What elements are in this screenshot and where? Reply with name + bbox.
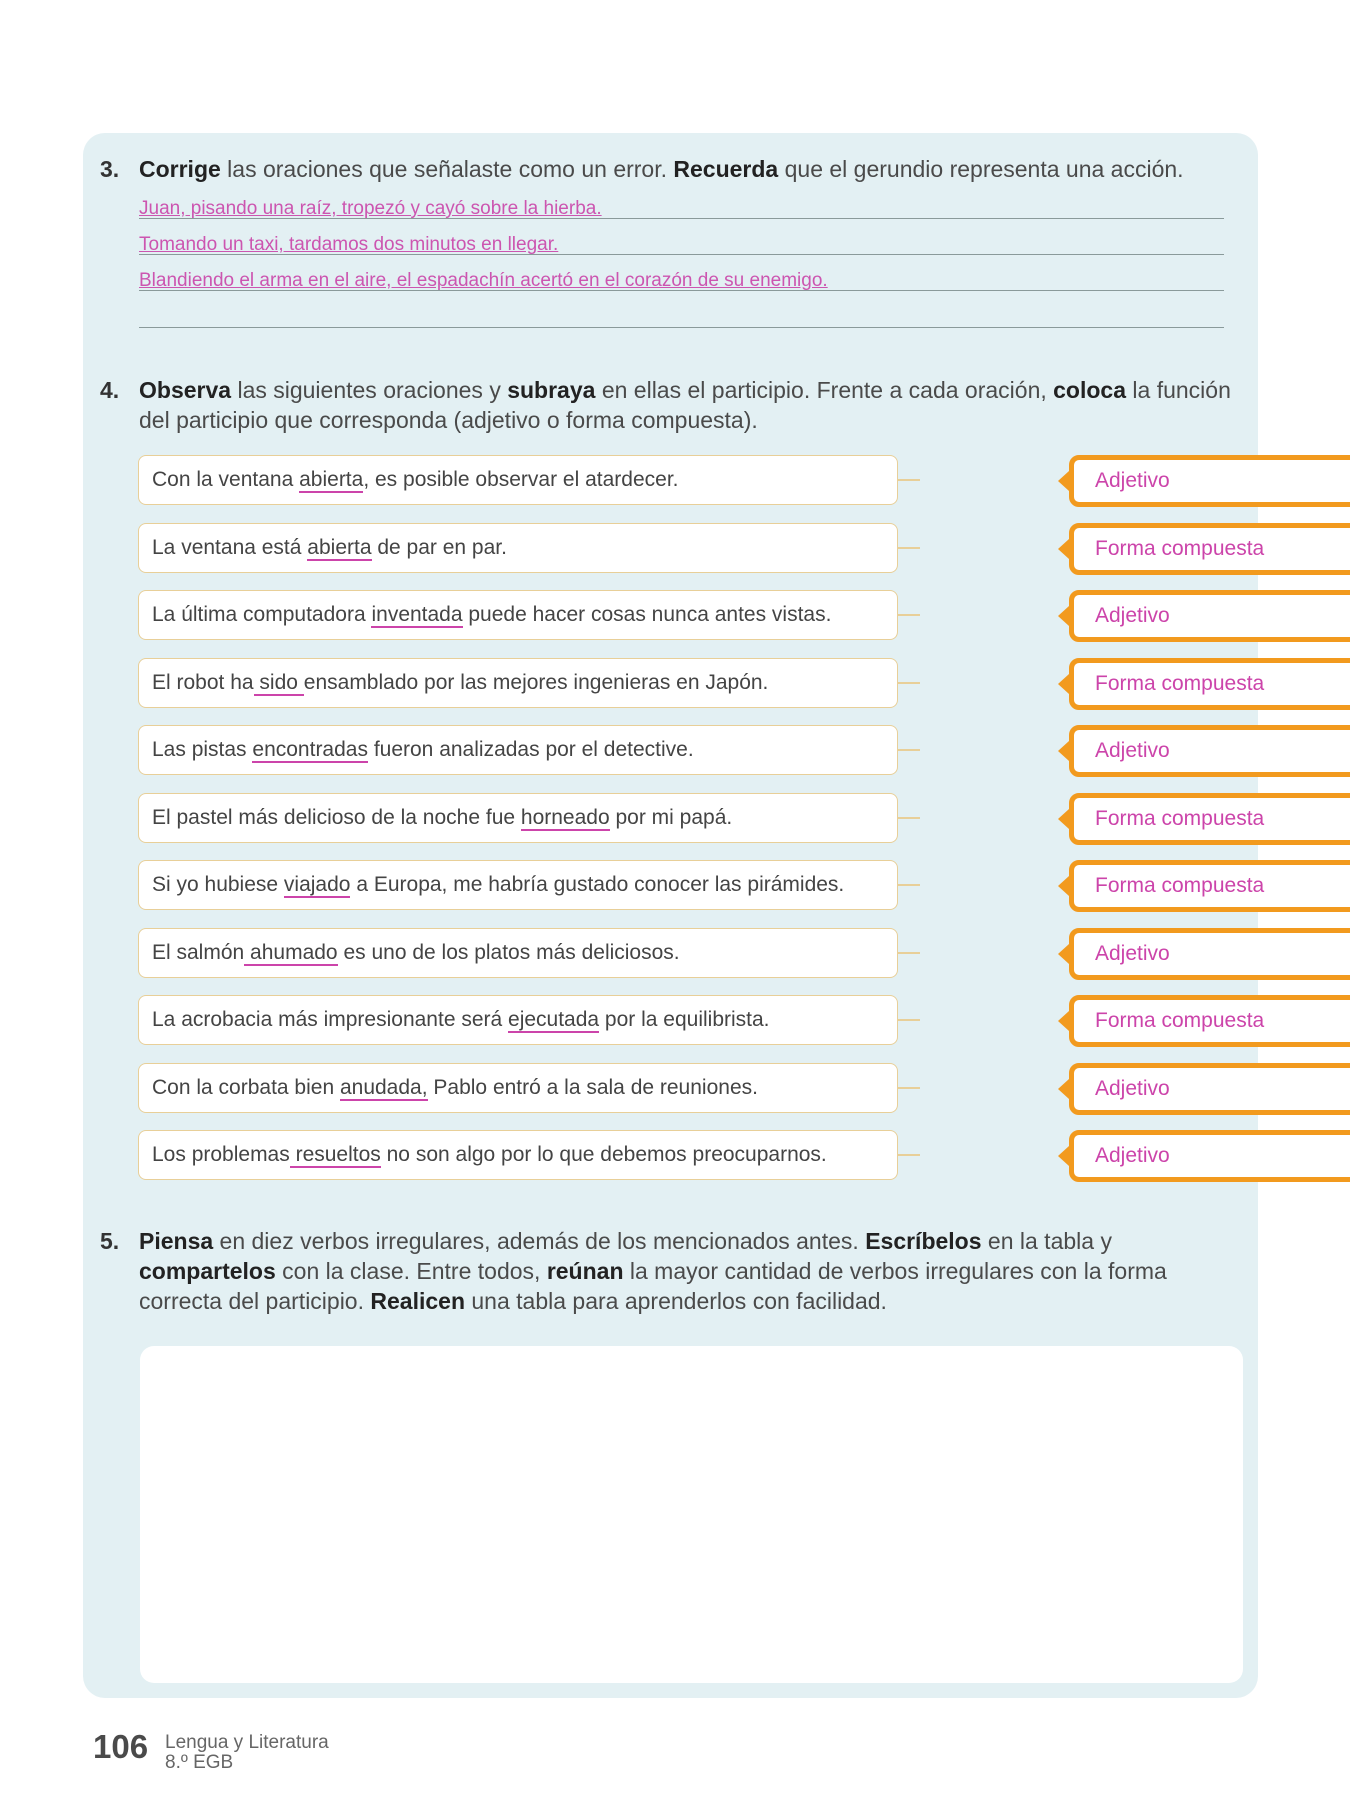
pointer-arrow-icon xyxy=(1058,1146,1069,1166)
connector-line xyxy=(898,1154,920,1156)
participle-underlined[interactable]: resueltos xyxy=(289,1143,381,1166)
sentence-text: no son algo por lo que debemos preocuparnos. xyxy=(380,1143,827,1166)
instruction-keyword: Piensa xyxy=(139,1228,214,1254)
sentence-text: La ventana está xyxy=(152,536,308,559)
function-answer-box[interactable]: Forma compuesta xyxy=(1069,995,1350,1047)
participle-underlined[interactable]: viajado xyxy=(283,873,351,896)
connector-line xyxy=(898,884,920,886)
question-4-number: 4. xyxy=(100,377,120,403)
sentence-row xyxy=(138,455,1238,509)
pointer-arrow-icon xyxy=(1058,539,1069,559)
connector-line xyxy=(898,1019,920,1021)
participle-underlined[interactable]: ejecutada xyxy=(508,1008,600,1031)
sentence-text: El pastel más delicioso de la noche fue xyxy=(152,806,521,829)
function-answer-box[interactable]: Forma compuesta xyxy=(1069,523,1350,575)
sentence-text: , es posible observar el atardecer. xyxy=(363,468,679,491)
sentence-row xyxy=(138,995,1265,1049)
sentence-text: Con la ventana xyxy=(152,468,300,491)
sentence-text: Si yo hubiese xyxy=(152,873,284,896)
instruction-text: en diez verbos irregulares, además de los mencionados antes. xyxy=(213,1228,866,1254)
question-3-text xyxy=(139,154,1245,184)
question-4 xyxy=(100,375,1245,435)
instruction-text: en ellas el participio. Frente a cada oración, xyxy=(595,377,1054,403)
instruction-text: en la tabla y xyxy=(981,1228,1112,1254)
sentence-row xyxy=(138,658,1265,712)
sentence-box xyxy=(138,1130,898,1180)
sentence-text: Pablo entró a la sala de reuniones. xyxy=(427,1076,758,1099)
answer-line-1-text: Juan, pisando una raíz, tropezó y cayó sobre la hierba. xyxy=(139,198,602,219)
instruction-keyword: coloca xyxy=(1053,377,1127,403)
instruction-text: la función del participio que corresponda (adjetivo o forma compuesta). xyxy=(139,377,1231,433)
connector-line xyxy=(898,952,920,954)
pointer-arrow-icon xyxy=(1058,876,1069,896)
pointer-arrow-icon xyxy=(1058,674,1069,694)
question-5-number: 5. xyxy=(100,1228,120,1254)
footer-label xyxy=(165,1733,329,1773)
connector-line xyxy=(898,614,920,616)
sentence-text: Las pistas xyxy=(152,738,253,761)
sentence-text: Con la corbata bien xyxy=(152,1076,340,1099)
sentence-text: ensamblado por las mejores ingenieras en Japón. xyxy=(303,671,769,694)
question-3 xyxy=(100,154,1245,184)
pointer-arrow-icon xyxy=(1058,741,1069,761)
sentence-text: La última computadora xyxy=(152,603,372,626)
sentence-text: por mi papá. xyxy=(609,806,733,829)
function-answer-box[interactable]: Adjetivo xyxy=(1069,1063,1350,1115)
sentence-text: puede hacer cosas nunca antes vistas. xyxy=(462,603,832,626)
function-answer-box[interactable]: Forma compuesta xyxy=(1069,793,1350,845)
answer-line-2-text: Tomando un taxi, tardamos dos minutos en llegar. xyxy=(139,234,559,255)
subject-name: Lengua y Literatura xyxy=(165,1732,329,1753)
answer-line-3-text: Blandiendo el arma en el aire, el espadachín acertó en el corazón de su enemigo. xyxy=(139,270,828,291)
connector-line xyxy=(898,1087,920,1089)
sentence-box xyxy=(138,860,898,910)
function-answer-box[interactable]: Adjetivo xyxy=(1069,455,1350,507)
question-4-text xyxy=(139,375,1245,435)
instruction-keyword: Recuerda xyxy=(673,156,779,182)
instruction-keyword: subraya xyxy=(507,377,596,403)
function-answer-box[interactable]: Adjetivo xyxy=(1069,928,1350,980)
sentence-box xyxy=(138,793,898,843)
instruction-keyword: reúnan xyxy=(546,1258,624,1284)
sentence-row xyxy=(138,1130,1238,1184)
sentence-row xyxy=(138,793,1265,847)
sentence-text: a Europa, me habría gustado conocer las pirámides. xyxy=(350,873,845,896)
sentence-text: es uno de los platos más deliciosos. xyxy=(337,941,680,964)
sentence-text: fueron analizadas por el detective. xyxy=(367,738,694,761)
function-answer-box[interactable]: Adjetivo xyxy=(1069,590,1350,642)
participle-underlined[interactable]: abierta xyxy=(299,468,364,491)
connector-line xyxy=(898,547,920,549)
sentence-text: por la equilibrista. xyxy=(599,1008,770,1031)
instruction-keyword: Escríbelos xyxy=(865,1228,982,1254)
pointer-arrow-icon xyxy=(1058,471,1069,491)
sentence-box xyxy=(138,995,898,1045)
instruction-keyword: Observa xyxy=(139,377,232,403)
participle-underlined[interactable]: ahumado xyxy=(244,941,338,964)
answer-line-4[interactable] xyxy=(139,291,1224,328)
participle-underlined[interactable]: horneado xyxy=(520,806,610,829)
participle-underlined[interactable]: abierta xyxy=(307,536,372,559)
sentence-text: El robot ha xyxy=(152,671,254,694)
sentence-box xyxy=(138,455,898,505)
function-answer-box[interactable]: Adjetivo xyxy=(1069,1130,1350,1182)
pointer-arrow-icon xyxy=(1058,606,1069,626)
sentence-row xyxy=(138,590,1238,644)
participle-underlined[interactable]: anudada, xyxy=(339,1076,428,1099)
function-answer-box[interactable]: Forma compuesta xyxy=(1069,658,1350,710)
grade-level: 8.º EGB xyxy=(165,1752,234,1773)
question-5 xyxy=(100,1226,1245,1316)
instruction-text: con la clase. Entre todos, xyxy=(275,1258,547,1284)
answer-line-1[interactable] xyxy=(139,182,1224,219)
sentence-box xyxy=(138,590,898,640)
sentence-row xyxy=(138,1063,1238,1117)
sentence-row xyxy=(138,523,1265,577)
function-answer-box[interactable]: Adjetivo xyxy=(1069,725,1350,777)
connector-line xyxy=(898,682,920,684)
participle-underlined[interactable]: sido xyxy=(253,671,304,694)
function-answer-box[interactable]: Forma compuesta xyxy=(1069,860,1350,912)
connector-line xyxy=(898,817,920,819)
pointer-arrow-icon xyxy=(1058,944,1069,964)
connector-line xyxy=(898,479,920,481)
sentence-box xyxy=(138,1063,898,1113)
sentence-text: Los problemas xyxy=(152,1143,290,1166)
pointer-arrow-icon xyxy=(1058,809,1069,829)
connector-line xyxy=(898,749,920,751)
answer-line-2[interactable] xyxy=(139,218,1224,255)
sentence-box xyxy=(138,725,898,775)
sentence-text: de par en par. xyxy=(371,536,507,559)
question-3-number: 3. xyxy=(100,156,120,182)
participle-underlined[interactable]: encontradas xyxy=(252,738,368,761)
pointer-arrow-icon xyxy=(1058,1011,1069,1031)
answer-line-3[interactable] xyxy=(139,254,1224,291)
participle-underlined[interactable]: inventada xyxy=(371,603,463,626)
question-5-text xyxy=(139,1226,1245,1316)
instruction-keyword: compartelos xyxy=(139,1258,276,1284)
sentence-text: El salmón xyxy=(152,941,245,964)
sentence-row xyxy=(138,860,1265,914)
sentence-text: La acrobacia más impresionante será xyxy=(152,1008,509,1031)
pointer-arrow-icon xyxy=(1058,1079,1069,1099)
instruction-text: las siguientes oraciones y xyxy=(231,377,508,403)
verb-table-area[interactable] xyxy=(140,1346,1243,1683)
sentence-row xyxy=(138,725,1238,779)
sentence-box xyxy=(138,928,898,978)
instruction-text: las oraciones que señalaste como un error. xyxy=(220,156,674,182)
sentence-box xyxy=(138,658,898,708)
sentence-row xyxy=(138,928,1238,982)
page-number: 106 xyxy=(93,1728,149,1765)
instruction-keyword: Corrige xyxy=(139,156,221,182)
instruction-text: una tabla para aprenderlos con facilidad. xyxy=(465,1288,887,1314)
instruction-keyword: Realicen xyxy=(370,1288,465,1314)
instruction-text: que el gerundio representa una acción. xyxy=(778,156,1184,182)
instruction-text: la mayor cantidad de verbos irregulares con la forma correcta del participio. xyxy=(139,1258,1167,1314)
sentence-box xyxy=(138,523,898,573)
